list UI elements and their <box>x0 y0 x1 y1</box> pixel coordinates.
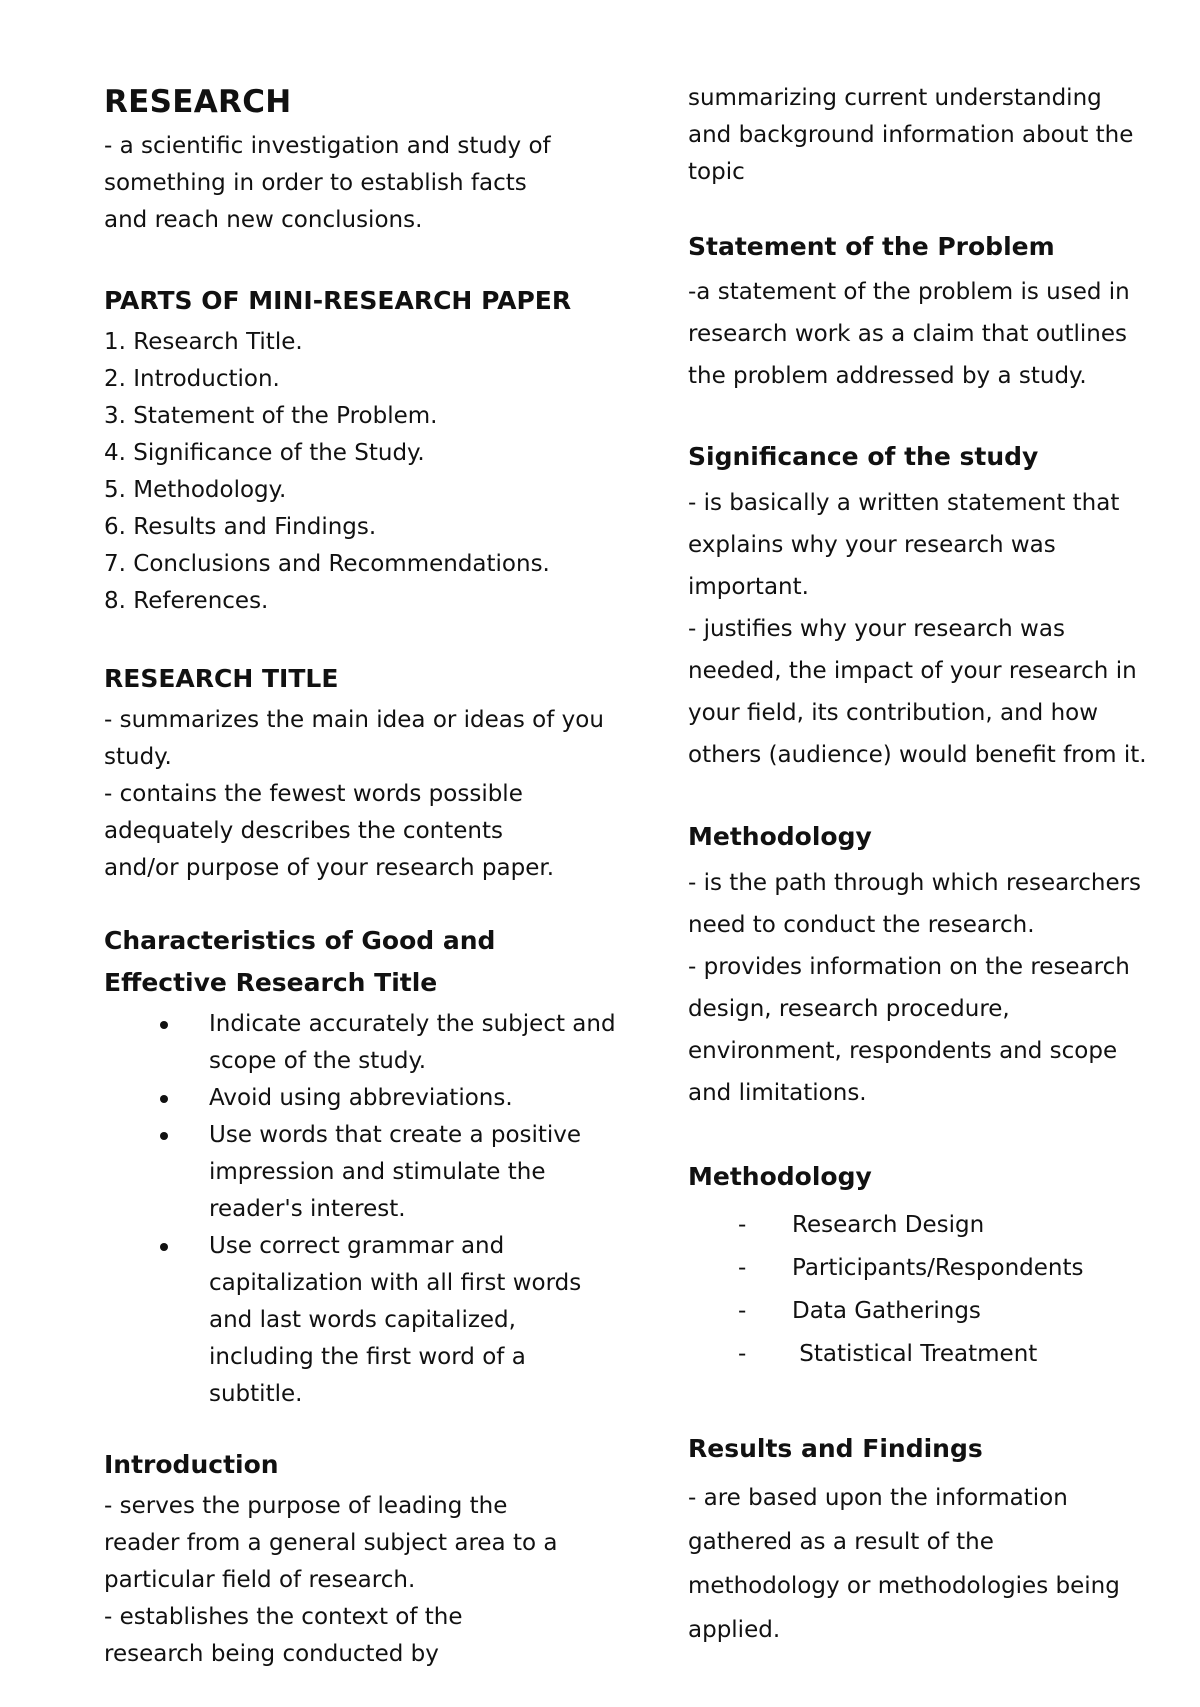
text-line: adequately describes the contents <box>104 818 503 844</box>
results-text <box>688 1476 1120 1652</box>
text-line: - provides information on the research <box>688 954 1130 980</box>
page-title: RESEARCH <box>104 84 292 120</box>
text-line: methodology or methodologies being <box>688 1573 1120 1599</box>
list-item: 6. Results and Findings. <box>104 514 377 540</box>
problem-heading: Statement of the Problem <box>688 232 1055 261</box>
text-line: - is the path through which researchers <box>688 870 1142 896</box>
list-item: - Data Gatherings <box>688 1290 1084 1333</box>
text-line: your field, its contribution, and how <box>688 700 1099 726</box>
list-item: Use words that create a positive impression and stimulate the reader's interest. <box>104 1117 624 1228</box>
text-line: need to conduct the research. <box>688 912 1035 938</box>
text-line: -a statement of the problem is used in <box>688 279 1130 305</box>
results-heading: Results and Findings <box>688 1434 983 1463</box>
list-item: Indicate accurately the subject and scope of the study. <box>104 1006 624 1080</box>
problem-text <box>688 271 1130 397</box>
text-line: reader from a general subject area to a <box>104 1530 558 1556</box>
text-line: - contains the fewest words possible <box>104 781 523 807</box>
methodology-text <box>688 862 1141 1114</box>
text-line: summarizing current understanding <box>688 85 1102 111</box>
text-line: needed, the impact of your research in <box>688 658 1137 684</box>
text-line: study. <box>104 744 172 770</box>
list-item: 2. Introduction. <box>104 366 280 392</box>
list-item: Use correct grammar and capitalization with all first words and last words capitalized, including the first word of a subtitle. <box>104 1228 624 1413</box>
methodology-heading-2: Methodology <box>688 1162 872 1191</box>
text-line: environment, respondents and scope <box>688 1038 1118 1064</box>
text-line: - are based upon the information <box>688 1485 1068 1511</box>
list-item: 4. Significance of the Study. <box>104 440 425 466</box>
methodology-list <box>688 1204 1084 1376</box>
research-title-heading: RESEARCH TITLE <box>104 664 339 693</box>
text-line: - justifies why your research was <box>688 616 1065 642</box>
list-item: Avoid using abbreviations. <box>104 1080 624 1117</box>
text-line: explains why your research was <box>688 532 1056 558</box>
introduction-text <box>104 1488 557 1673</box>
list-item: 8. References. <box>104 588 269 614</box>
introduction-continued <box>688 80 1133 191</box>
methodology-heading: Methodology <box>688 822 872 851</box>
characteristics-heading <box>104 920 495 1004</box>
research-title-text <box>104 702 604 887</box>
text-line: - is basically a written statement that <box>688 490 1120 516</box>
text-line: research being conducted by <box>104 1641 439 1667</box>
text-line: topic <box>688 159 745 185</box>
text-line: and/or purpose of your research paper. <box>104 855 555 881</box>
parts-heading: PARTS OF MINI-RESEARCH PAPER <box>104 286 572 315</box>
text-line: and reach new conclusions. <box>104 207 423 233</box>
text-line: particular field of research. <box>104 1567 416 1593</box>
text-line: - a scientific investigation and study of <box>104 133 551 159</box>
research-definition <box>104 128 551 239</box>
text-line: gathered as a result of the <box>688 1529 994 1555</box>
text-line: - summarizes the main idea or ideas of you <box>104 707 604 733</box>
list-item: - Participants/Respondents <box>688 1247 1084 1290</box>
list-item: 5. Methodology. <box>104 477 287 503</box>
text-line: applied. <box>688 1617 781 1643</box>
significance-heading: Significance of the study <box>688 442 1039 471</box>
text-line: the problem addressed by a study. <box>688 363 1087 389</box>
heading-line: Effective Research Title <box>104 968 438 997</box>
text-line: - establishes the context of the <box>104 1604 463 1630</box>
text-line: something in order to establish facts <box>104 170 527 196</box>
text-line: design, research procedure, <box>688 996 1010 1022</box>
text-line: important. <box>688 574 809 600</box>
list-item: - Statistical Treatment <box>688 1333 1084 1376</box>
text-line: and background information about the <box>688 122 1134 148</box>
list-item: 7. Conclusions and Recommendations. <box>104 551 550 577</box>
list-item: - Research Design <box>688 1204 1084 1247</box>
significance-text <box>688 482 1147 776</box>
text-line: others (audience) would benefit from it. <box>688 742 1147 768</box>
list-item: 1. Research Title. <box>104 329 303 355</box>
introduction-heading: Introduction <box>104 1450 279 1479</box>
text-line: research work as a claim that outlines <box>688 321 1127 347</box>
text-line: - serves the purpose of leading the <box>104 1493 508 1519</box>
characteristics-list <box>104 1006 624 1413</box>
text-line: and limitations. <box>688 1080 867 1106</box>
list-item: 3. Statement of the Problem. <box>104 403 438 429</box>
parts-list <box>104 324 550 620</box>
heading-line: Characteristics of Good and <box>104 926 496 955</box>
